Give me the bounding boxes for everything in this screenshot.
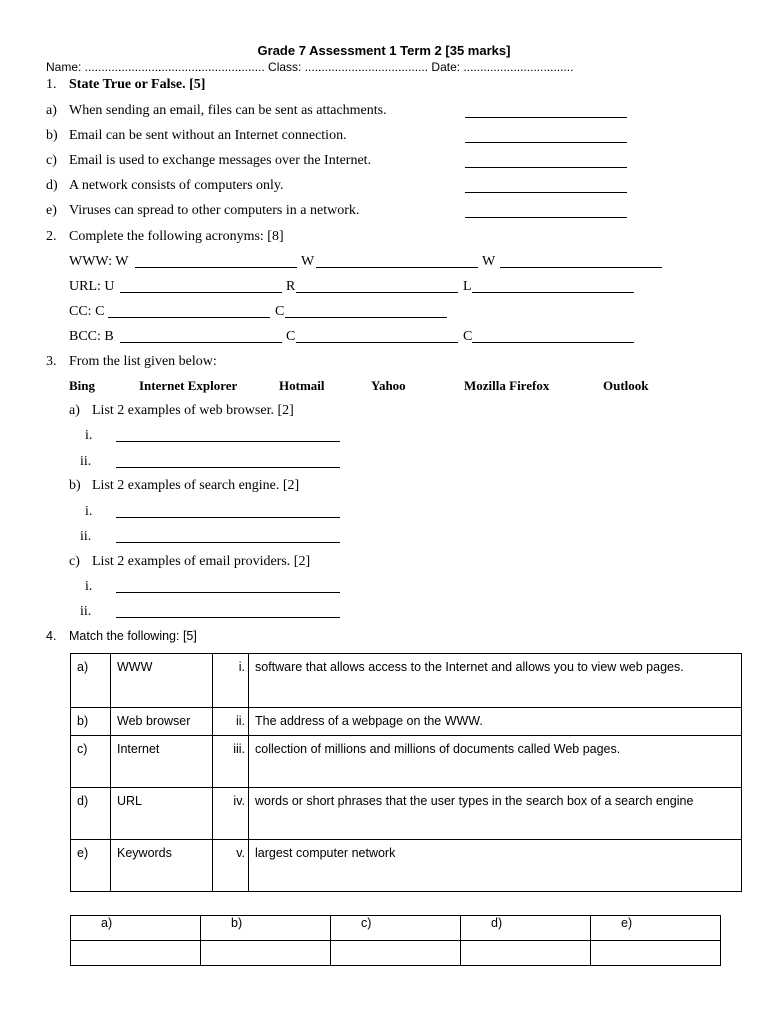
q3-sub-text: List 2 examples of web browser. [2] xyxy=(92,403,294,418)
acronym-blank[interactable] xyxy=(108,317,270,318)
match-row xyxy=(71,654,742,708)
q3-sub-text: List 2 examples of email providers. [2] xyxy=(92,554,311,569)
match-roman: v. xyxy=(213,840,249,892)
match-row xyxy=(71,788,742,840)
q1-item-label: b) xyxy=(46,128,58,143)
word-list-item: Internet Explorer xyxy=(139,378,238,393)
match-definition: words or short phrases that the user types in the search box of a search engine xyxy=(249,788,742,840)
acronym-letter: C xyxy=(275,304,285,319)
q4-title: Match the following: [5] xyxy=(69,629,197,643)
acronym-letter: C xyxy=(286,329,296,344)
match-roman: iv. xyxy=(213,788,249,840)
acronym-blank[interactable] xyxy=(500,267,662,268)
acronym-label: WWW: W xyxy=(69,254,129,269)
match-definition: software that allows access to the Internet and allows you to view web pages. xyxy=(249,654,742,708)
q1-answer-line[interactable] xyxy=(465,192,627,193)
roman-numeral: ii. xyxy=(80,604,92,619)
roman-numeral: i. xyxy=(85,428,93,443)
q1-item-label: e) xyxy=(46,203,57,218)
answer-header: b) xyxy=(201,916,331,941)
q3-answer-line[interactable] xyxy=(116,542,340,543)
q3-answer-line[interactable] xyxy=(116,517,340,518)
q1-item-label: c) xyxy=(46,153,57,168)
match-label: a) xyxy=(71,654,111,708)
q3-number: 3. xyxy=(46,354,57,369)
q1-title: State True or False. [5] xyxy=(69,77,206,92)
acronym-letter: R xyxy=(286,279,296,294)
word-list-item: Mozilla Firefox xyxy=(464,378,550,393)
match-label: b) xyxy=(71,708,111,736)
answer-header: d) xyxy=(461,916,591,941)
match-term: Web browser xyxy=(111,708,213,736)
word-list-item: Yahoo xyxy=(371,378,406,393)
q1-item-label: a) xyxy=(46,103,57,118)
match-definition: The address of a webpage on the WWW. xyxy=(249,708,742,736)
match-definition: collection of millions and millions of documents called Web pages. xyxy=(249,736,742,788)
q3-sub-label: c) xyxy=(69,554,80,569)
roman-numeral: ii. xyxy=(80,529,92,544)
acronym-blank[interactable] xyxy=(120,342,282,343)
acronym-blank[interactable] xyxy=(285,317,447,318)
match-row xyxy=(71,840,742,892)
q3-answer-line[interactable] xyxy=(116,441,340,442)
match-term: URL xyxy=(111,788,213,840)
acronym-blank[interactable] xyxy=(296,342,458,343)
match-term: WWW xyxy=(111,654,213,708)
acronym-letter: W xyxy=(482,254,496,269)
q1-item-text: When sending an email, files can be sent as attachments. xyxy=(69,103,387,118)
acronym-blank[interactable] xyxy=(120,292,282,293)
answer-header: e) xyxy=(591,916,721,941)
acronym-letter: L xyxy=(463,279,472,294)
roman-numeral: ii. xyxy=(80,454,92,469)
q3-answer-line[interactable] xyxy=(116,467,340,468)
q1-item-text: A network consists of computers only. xyxy=(69,178,284,193)
q4-number: 4. xyxy=(46,629,57,643)
match-row xyxy=(71,736,742,788)
page-title: Grade 7 Assessment 1 Term 2 [35 marks] xyxy=(257,43,511,58)
match-roman: iii. xyxy=(213,736,249,788)
match-term: Keywords xyxy=(111,840,213,892)
match-label: c) xyxy=(71,736,111,788)
name-class-date-line: Name: ...................................................... Class: ..................................... Date: ................................. xyxy=(46,60,574,74)
acronym-label: CC: C xyxy=(69,304,105,319)
q1-item-label: d) xyxy=(46,178,58,193)
q2-number: 2. xyxy=(46,229,57,244)
answer-cell[interactable] xyxy=(461,941,591,966)
q1-item-text: Email can be sent without an Internet connection. xyxy=(69,128,347,143)
q1-answer-line[interactable] xyxy=(465,217,627,218)
match-row xyxy=(71,708,742,736)
q1-answer-line[interactable] xyxy=(465,142,627,143)
match-roman: i. xyxy=(213,654,249,708)
word-list-item: Bing xyxy=(69,378,96,393)
answer-cell[interactable] xyxy=(331,941,461,966)
match-term: Internet xyxy=(111,736,213,788)
acronym-label: URL: U xyxy=(69,279,115,294)
match-definition: largest computer network xyxy=(249,840,742,892)
match-label: e) xyxy=(71,840,111,892)
answer-cell[interactable] xyxy=(201,941,331,966)
answer-cell[interactable] xyxy=(591,941,721,966)
q3-sub-label: a) xyxy=(69,403,80,418)
acronym-letter: W xyxy=(301,254,315,269)
match-roman: ii. xyxy=(213,708,249,736)
word-list-item: Hotmail xyxy=(279,378,325,393)
answer-grid xyxy=(70,915,721,966)
q1-item-text: Email is used to exchange messages over the Internet. xyxy=(69,153,372,168)
acronym-letter: C xyxy=(463,329,473,344)
acronym-blank[interactable] xyxy=(316,267,478,268)
answer-header-row xyxy=(71,916,721,941)
q3-title: From the list given below: xyxy=(69,354,217,369)
acronym-blank[interactable] xyxy=(472,292,634,293)
q1-number: 1. xyxy=(46,77,57,92)
acronym-blank[interactable] xyxy=(472,342,634,343)
match-label: d) xyxy=(71,788,111,840)
answer-header: a) xyxy=(71,916,201,941)
acronym-blank[interactable] xyxy=(135,267,297,268)
q3-answer-line[interactable] xyxy=(116,592,340,593)
q3-answer-line[interactable] xyxy=(116,617,340,618)
answer-input-row xyxy=(71,941,721,966)
q1-item-text: Viruses can spread to other computers in a network. xyxy=(69,203,360,218)
q1-answer-line[interactable] xyxy=(465,167,627,168)
roman-numeral: i. xyxy=(85,579,93,594)
answer-header: c) xyxy=(331,916,461,941)
roman-numeral: i. xyxy=(85,504,93,519)
q2-title: Complete the following acronyms: [8] xyxy=(69,229,284,244)
q3-sub-text: List 2 examples of search engine. [2] xyxy=(92,478,300,493)
acronym-blank[interactable] xyxy=(296,292,458,293)
acronym-label: BCC: B xyxy=(69,329,114,344)
word-list-item: Outlook xyxy=(603,378,649,393)
answer-cell[interactable] xyxy=(71,941,201,966)
q1-answer-line[interactable] xyxy=(465,117,627,118)
q3-sub-label: b) xyxy=(69,478,81,493)
match-table xyxy=(70,653,742,892)
